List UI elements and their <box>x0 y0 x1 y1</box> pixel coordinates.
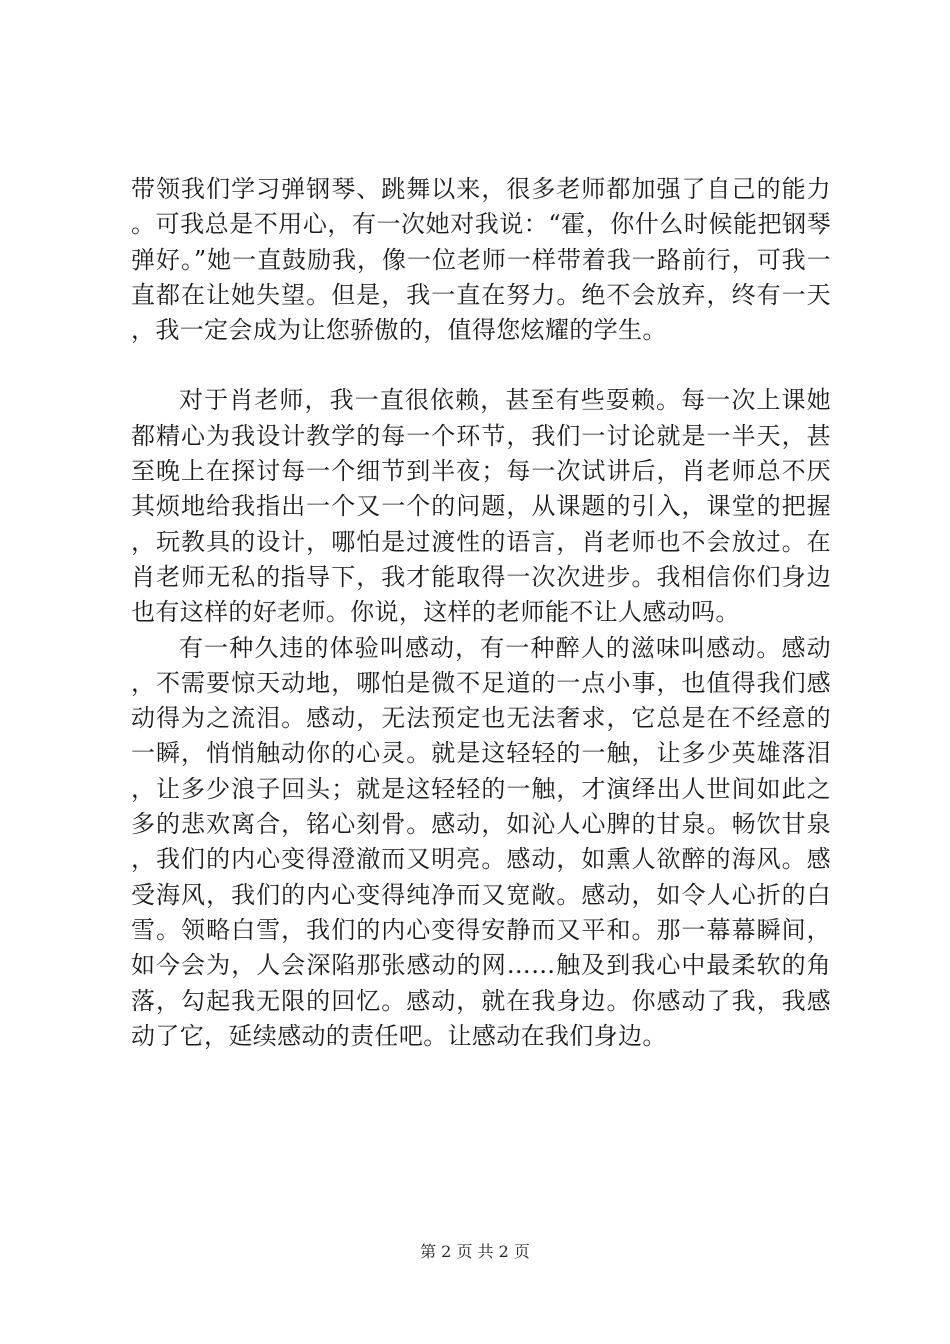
document-body <box>131 172 831 1054</box>
paragraph-1: 带领我们学习弹钢琴、跳舞以来，很多老师都加强了自己的能力。可我总是不用心，有一次她对我说：“霍，你什么时候能把钢琴弹好。”她一直鼓励我，像一位老师一样带着我一路前行，可我一直都在让她失望。但是，我一直在努力。绝不会放弃，终有一天，我一定会成为让您骄傲的，值得您炫耀的学生。 <box>131 175 831 345</box>
page-footer: 第 2 页 共 2 页 <box>420 1242 530 1261</box>
paragraph-3: 有一种久违的体验叫感动，有一种醉人的滋味叫感动。感动，不需要惊天动地，哪怕是微不足道的一点小事，也值得我们感动得为之流泪。感动，无法预定也无法奢求，它总是在不经意的一瞬，悄悄触动你的心灵。就是这轻轻的一触，让多少英雄落泪，让多少浪子回头；就是这轻轻的一触，才演绎出人世间如此之多的悲欢离合，铭心刻骨。感动，如沁人心脾的甘泉。畅饮甘泉，我们的内心变得澄澈而又明亮。感动，如熏人欲醉的海风。感受海风，我们的内心变得纯净而又宽敞。感动，如令人心折的白雪。领略白雪，我们的内心变得安静而又平和。那一幕幕瞬间，如今会为，人会深陷那张感动的网……触及到我心中最柔软的角落，勾起我无限的回忆。感动，就在我身边。你感动了我，我感动了它，延续感动的责任吧。让感动在我们身边。 <box>131 633 831 1050</box>
paragraph-2: 对于肖老师，我一直很依赖，甚至有些耍赖。每一次上课她都精心为我设计教学的每一个环节，我们一讨论就是一半天，甚至晚上在探讨每一个细节到半夜；每一次试讲后，肖老师总不厌其烦地给我指出一个又一个的问题，从课题的引入，课堂的把握，玩教具的设计，哪怕是过渡性的语言，肖老师也不会放过。在肖老师无私的指导下，我才能取得一次次进步。我相信你们身边也有这样的好老师。你说，这样的老师能不让人感动吗。 <box>131 386 831 627</box>
